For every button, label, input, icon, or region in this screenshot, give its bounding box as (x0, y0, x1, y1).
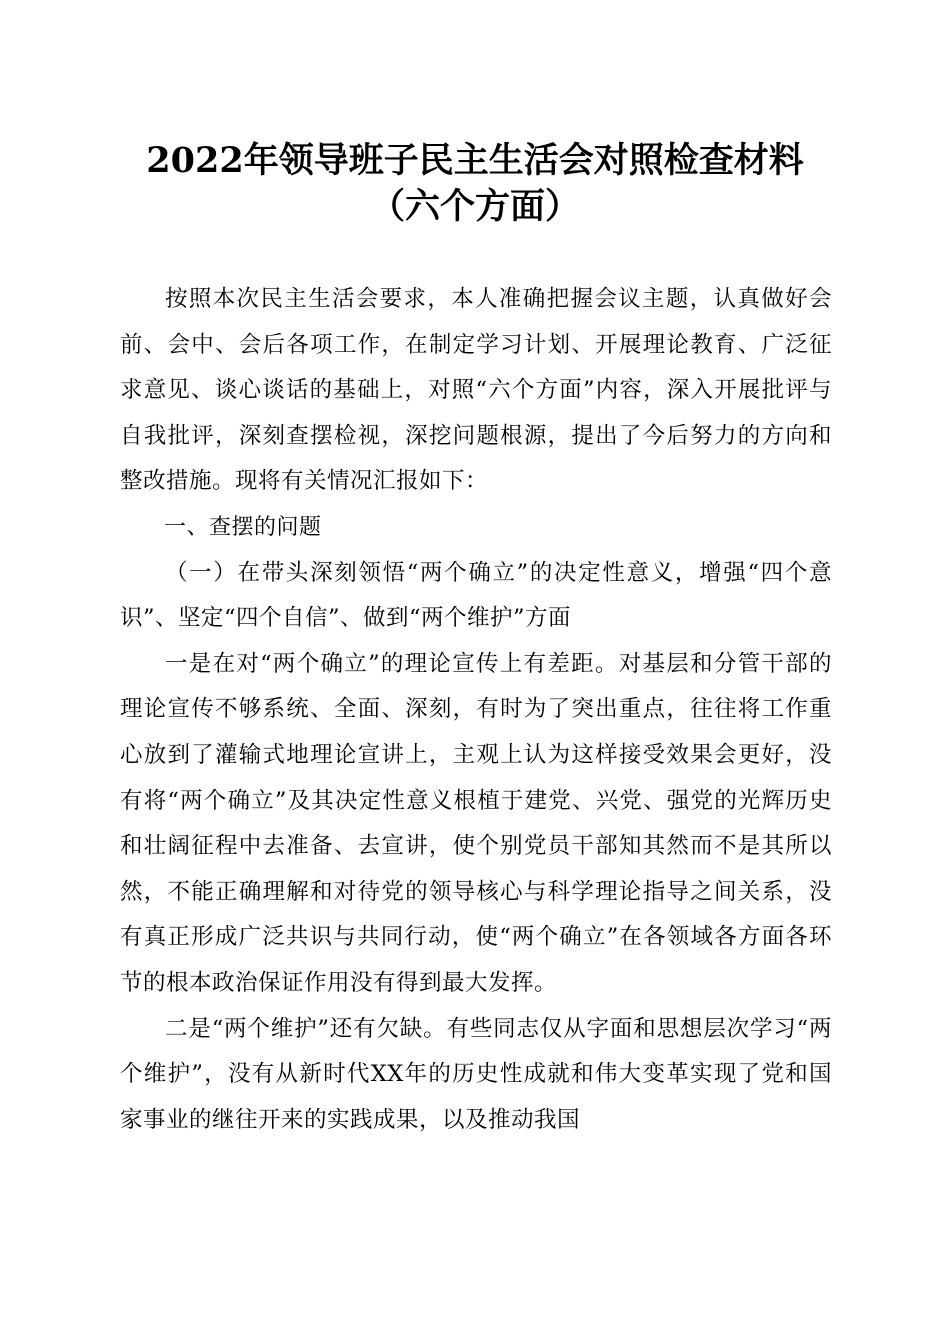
intro-paragraph: 按照本次民主生活会要求，本人准确把握会议主题，认真做好会前、会中、会后各项工作，在制定学习计划、开展理论教育、广泛征求意见、谈心谈话的基础上，对照“六个方面”内容，深入开展批评与自我批评，深刻查摆检视，深挖问题根源，提出了今后努力的方向和整改措施。现将有关情况汇报如下： (120, 286, 832, 495)
document-body (120, 277, 832, 1143)
document-title (0, 138, 950, 230)
section-heading: 一、查摆的问题 (164, 514, 322, 540)
title-line-1: 2022年领导班子民主生活会对照检查材料 (146, 140, 804, 181)
paragraph-2: 二是“两个维护”还有欠缺。有些同志仅从字面和思想层次学习“两个维护”，没有从新时代XX年的历史性成就和伟大变革实现了党和国家事业的继往开来的实践成果，以及推动我国 (120, 1015, 832, 1133)
subsection-heading: （一）在带头深刻领悟“两个确立”的决定性意义，增强“四个意识”、坚定“四个自信”、做到“两个维护”方面 (120, 559, 832, 632)
title-line-2: （六个方面） (369, 186, 580, 227)
paragraph-1: 一是在对“两个确立”的理论宣传上有差距。对基层和分管干部的理论宣传不够系统、全面、深刻，有时为了突出重点，往往将工作重心放到了灌输式地理论宣讲上，主观上认为这样接受效果会更好，没有将“两个确立”及其决定性意义根植于建党、兴党、强党的光辉历史和壮阔征程中去准备、去宣讲，使个别党员干部知其然而不是其所以然，不能正确理解和对待党的领导核心与科学理论指导之间关系，没有真正形成广泛共识与共同行动，使“两个确立”在各领域各方面各环节的根本政治保证作用没有得到最大发挥。 (120, 650, 832, 996)
